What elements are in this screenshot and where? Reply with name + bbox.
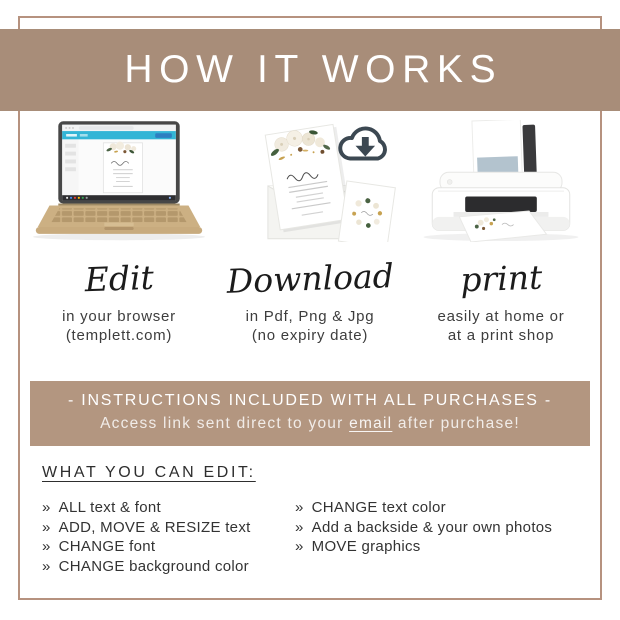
list-item: » ADD, MOVE & RESIZE text [42, 518, 251, 536]
edit-list-left [42, 498, 295, 576]
invitation-image [217, 120, 403, 242]
printer-illustration [408, 120, 594, 244]
instructions-banner-title: - INSTRUCTIONS INCLUDED WITH ALL PURCHASES - [67, 392, 552, 409]
step-download-caption: in Pdf, Png & Jpg (no expiry date) [245, 308, 375, 344]
laptop-illustration [26, 120, 212, 244]
step-download-label: Download [226, 256, 395, 301]
chevron-bullet-icon: » [295, 499, 304, 516]
instructions-banner-subtitle: Access link sent direct to your email after purchase! [100, 415, 520, 432]
chevron-bullet-icon: » [295, 538, 304, 555]
instructions-banner [30, 381, 590, 446]
step-print-label: print [459, 257, 543, 300]
email-link[interactable]: email [349, 415, 393, 432]
chevron-bullet-icon: » [42, 557, 51, 575]
step-edit [26, 120, 212, 345]
list-item: » CHANGE font [42, 538, 156, 555]
chevron-bullet-icon: » [42, 518, 51, 536]
list-item: » CHANGE text color [295, 499, 446, 516]
invitation-illustration [217, 120, 403, 244]
step-print-caption: easily at home or at a print shop [437, 308, 565, 344]
step-edit-label: Edit [84, 257, 155, 300]
chevron-bullet-icon: » [295, 518, 304, 536]
list-item: » Add a backside & your own photos [295, 518, 553, 536]
header-band [0, 29, 620, 111]
what-you-can-edit-section [42, 464, 592, 576]
list-item: » MOVE graphics [295, 538, 421, 555]
chevron-bullet-icon: » [42, 538, 51, 555]
laptop-image [26, 120, 212, 242]
what-you-can-edit-heading: WHAT YOU CAN EDIT: [42, 464, 256, 481]
edit-lists [42, 498, 592, 576]
list-item: » ALL text & font [42, 499, 161, 516]
list-item: » CHANGE background color [42, 557, 249, 575]
page-title: HOW IT WORKS [124, 48, 503, 91]
printer-image [408, 120, 594, 242]
step-edit-caption: in your browser (templett.com) [62, 308, 176, 344]
step-print [408, 120, 594, 345]
chevron-bullet-icon: » [42, 499, 51, 516]
cloud-download-icon [340, 128, 385, 158]
steps-row [26, 120, 594, 345]
step-download [217, 120, 403, 345]
edit-list-right [295, 498, 552, 576]
